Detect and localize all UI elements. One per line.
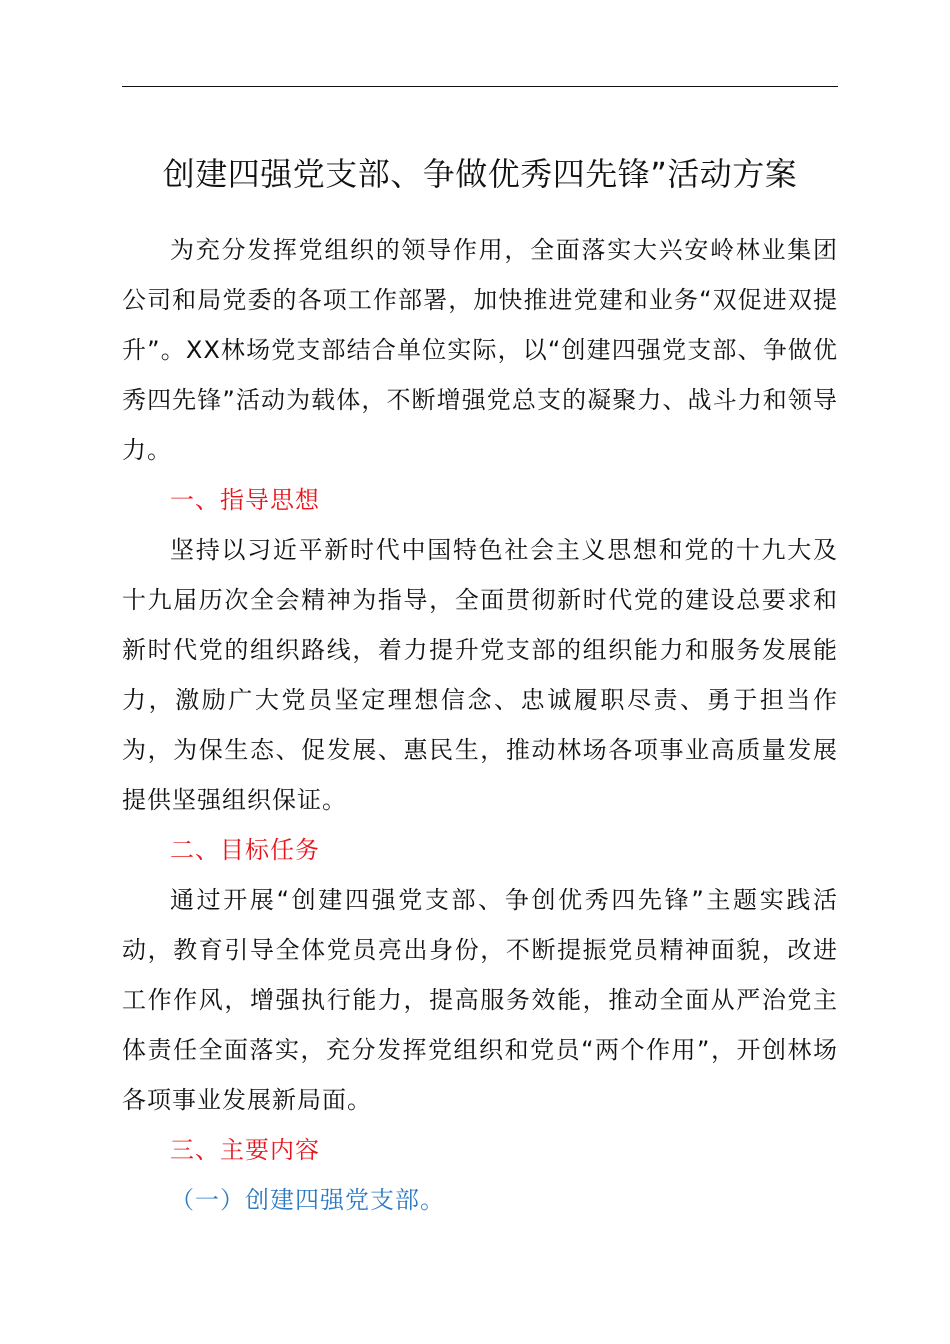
section-heading-main-content: 三、主要内容 [170, 1136, 320, 1164]
header-rule [122, 86, 838, 87]
section-paragraph-goals-tasks: 通过开展“创建四强党支部、争创优秀四先锋”主题实践活动，教育引导全体党员亮出身份，不断提振党员精神面貌，改进工作作风，增强执行能力，提高服务效能，推动全面从严治党主体责任全面落实，充分发挥党组织和党员“两个作用”，开创林场各项事业发展新局面。 [122, 886, 838, 1114]
section-heading-guiding-ideology: 一、指导思想 [170, 486, 320, 514]
document-body [122, 225, 838, 1225]
document-title: 创建四强党支部、争做优秀四先锋”活动方案 [162, 155, 798, 193]
section-paragraph-guiding-ideology: 坚持以习近平新时代中国特色社会主义思想和党的十九大及十九届历次全会精神为指导，全面贯彻新时代党的建设总要求和新时代党的组织路线，着力提升党支部的组织能力和服务发展能力，激励广大党员坚定理想信念、忠诚履职尽责、勇于担当作为，为保生态、促发展、惠民生，推动林场各项事业高质量发展提供坚强组织保证。 [122, 536, 838, 814]
subsection-heading-four-strong-branch: （一）创建四强党支部。 [170, 1186, 445, 1214]
intro-paragraph: 为充分发挥党组织的领导作用，全面落实大兴安岭林业集团公司和局党委的各项工作部署，加快推进党建和业务“双促进双提升”。XX林场党支部结合单位实际，以“创建四强党支部、争做优秀四先锋”活动为载体，不断增强党总支的凝聚力、战斗力和领导力。 [122, 236, 838, 464]
section-heading-goals-tasks: 二、目标任务 [170, 836, 320, 864]
